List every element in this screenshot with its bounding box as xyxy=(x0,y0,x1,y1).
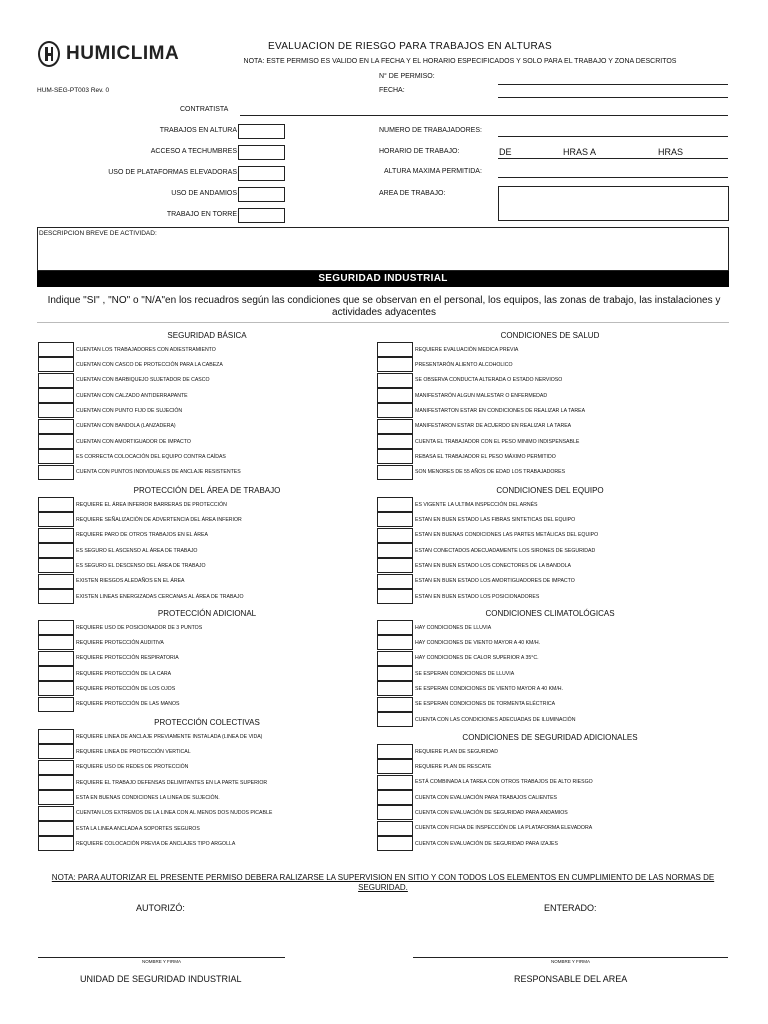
checklist-answer-box[interactable] xyxy=(38,558,74,573)
checklist-answer-box[interactable] xyxy=(377,388,413,403)
date-field[interactable] xyxy=(498,97,728,98)
checklist-answer-box[interactable] xyxy=(377,712,413,727)
work-type-checkbox[interactable] xyxy=(238,166,285,181)
checklist-answer-box[interactable] xyxy=(377,449,413,464)
checklist-item-label: MANIFESTARON ESTAR DE ACUERDO EN REALIZAR LA TAREA xyxy=(415,423,572,430)
checklist-row xyxy=(38,357,223,372)
workers-field[interactable] xyxy=(498,136,728,137)
informed-label: ENTERADO: xyxy=(544,903,597,913)
checklist-item-label: ES VIGENTE LA ULTIMA INSPECCIÓN DEL ARNÉS xyxy=(415,501,538,508)
checklist-row xyxy=(38,790,220,805)
checklist-answer-box[interactable] xyxy=(38,744,74,759)
checklist-answer-box[interactable] xyxy=(38,836,74,851)
checklist-item-label: CUENTAN CON BANDOLA (LANZADERA) xyxy=(76,423,176,430)
checklist-answer-box[interactable] xyxy=(38,574,74,589)
section-title: CONDICIONES CLIMATOLÓGICAS xyxy=(485,609,615,618)
checklist-row xyxy=(377,836,558,851)
checklist-answer-box[interactable] xyxy=(38,373,74,388)
signature-line-right[interactable] xyxy=(413,957,728,958)
checklist-row xyxy=(377,449,556,464)
checklist-row xyxy=(377,589,539,604)
checklist-row xyxy=(377,666,514,681)
checklist-item-label: CUENTAN CON PUNTO FIJO DE SUJECIÓN xyxy=(76,407,183,414)
checklist-row xyxy=(377,558,571,573)
checklist-item-label: HAY CONDICIONES DE VIENTO MAYOR A 40 KM/H. xyxy=(415,639,541,646)
checklist-item-label: HAY CONDICIONES DE LLUVIA xyxy=(415,624,492,631)
checklist-item-label: MANIFESTARTON ESTAR EN CONDICIONES DE REALIZAR LA TAREA xyxy=(415,407,586,414)
form-title: EVALUACION DE RIESGO PARA TRABAJOS EN ALTURAS xyxy=(268,41,552,52)
authorized-label: AUTORIZÓ: xyxy=(136,903,185,913)
checklist-row xyxy=(38,465,241,480)
checklist-row xyxy=(377,543,595,558)
checklist-item-label: REQUIERE PROTECCIÓN DE LAS MANOS xyxy=(76,701,180,708)
checklist-answer-box[interactable] xyxy=(377,681,413,696)
checklist-row xyxy=(38,528,208,543)
work-type-label: TRABAJO EN TORRE xyxy=(166,211,237,218)
checklist-item-label: REQUIERE COLOCACIÓN PREVIA DE ANCLAJES TIPO ARGOLLA xyxy=(76,840,236,847)
checklist-item-label: REQUIERE PLAN DE SEGURIDAD xyxy=(415,748,499,755)
checklist-answer-box[interactable] xyxy=(38,729,74,744)
work-type-label: USO DE PLATAFORMAS ELEVADORAS xyxy=(108,169,237,176)
work-area-label: AREA DE TRABAJO: xyxy=(379,190,446,197)
checklist-row xyxy=(38,760,188,775)
unit-right: RESPONSABLE DEL AREA xyxy=(514,974,628,984)
checklist-answer-box[interactable] xyxy=(38,403,74,418)
checklist-item-label: ESTA LA LINEA ANCLADA A SOPORTES SEGUROS xyxy=(76,825,200,832)
checklist-item-label: CUENTAN LOS TRABAJADORES CON ADIESTRAMIENTO xyxy=(76,346,216,353)
checklist-answer-box[interactable] xyxy=(38,589,74,604)
checklist-row xyxy=(377,775,593,790)
work-type-checkbox[interactable] xyxy=(238,145,285,160)
checklist-answer-box[interactable] xyxy=(38,635,74,650)
checklist-item-label: ESTAN CONECTADOS ADECUADAMENTE LOS SIRONES DE SEGURIDAD xyxy=(415,547,596,554)
checklist-item-label: REQUIERE PROTECCIÓN DE LA CARA xyxy=(76,670,172,677)
workers-label: NUMERO DE TRABAJADORES: xyxy=(379,127,482,134)
checklist-answer-box[interactable] xyxy=(38,697,74,712)
checklist-item-label: REQUIERE LINEA DE ANCLAJE PREVIAMENTE INSTALADA (LINEA DE VIDA) xyxy=(76,733,263,740)
checklist-row xyxy=(38,497,227,512)
name-sign-left: NOMBRE Y FIRMA xyxy=(141,959,182,964)
checklist-row xyxy=(38,651,179,666)
checklist-item-label: REBASA EL TRABAJADOR EL PESO MÁXIMO PERMITIDO xyxy=(415,453,556,460)
checklist-row xyxy=(38,403,182,418)
checklist-item-label: CUENTA CON PUNTOS INDIVIDUALES DE ANCLAJE RESISTENTES xyxy=(76,469,241,476)
checklist-item-label: CUENTA CON LAS CONDICIONES ADECUADAS DE ILUMINACIÓN xyxy=(415,716,576,723)
checklist-row xyxy=(38,342,216,357)
name-sign-right: NOMBRE Y FIRMA xyxy=(550,959,591,964)
checklist-row xyxy=(377,465,565,480)
checklist-row xyxy=(377,805,568,820)
checklist-answer-box[interactable] xyxy=(377,635,413,650)
checklist-item-label: CUENTAN CON BARBIQUEJO SUJETADOR DE CASCO xyxy=(76,377,210,384)
checklist-answer-box[interactable] xyxy=(38,434,74,449)
checklist-answer-box[interactable] xyxy=(38,388,74,403)
checklist-answer-box[interactable] xyxy=(377,574,413,589)
checklist-answer-box[interactable] xyxy=(377,465,413,480)
checklist-answer-box[interactable] xyxy=(377,497,413,512)
work-type-checkbox[interactable] xyxy=(238,208,285,223)
company-logo xyxy=(38,40,179,68)
checklist-item-label: REQUIERE USO DE POSICIONADOR DE 3 PUNTOS xyxy=(76,624,203,631)
checklist-answer-box[interactable] xyxy=(38,528,74,543)
logo-text: HUMICLIMA xyxy=(66,43,180,64)
description-label: DESCRIPCION BREVE DE ACTIVIDAD: xyxy=(39,230,157,237)
checklist-answer-box[interactable] xyxy=(38,821,74,836)
section-title: SEGURIDAD BÁSICA xyxy=(167,331,247,340)
max-height-label: ALTURA MAXIMA PERMITIDA: xyxy=(384,168,482,175)
checklist-row xyxy=(377,759,491,774)
checklist-answer-box[interactable] xyxy=(377,759,413,774)
checklist-answer-box[interactable] xyxy=(38,357,74,372)
checklist-row xyxy=(38,697,179,712)
section-banner: SEGURIDAD INDUSTRIAL xyxy=(37,271,729,287)
checklist-answer-box[interactable] xyxy=(377,373,413,388)
checklist-row xyxy=(377,357,513,372)
schedule-field[interactable] xyxy=(498,158,728,159)
checklist-answer-box[interactable] xyxy=(377,744,413,759)
permit-number-field[interactable] xyxy=(498,84,728,85)
checklist-answer-box[interactable] xyxy=(38,543,74,558)
section-title: PROTECCIÓN DEL ÁREA DE TRABAJO xyxy=(133,486,281,495)
section-title: CONDICIONES DE SEGURIDAD ADICIONALES xyxy=(462,733,638,742)
checklist-answer-box[interactable] xyxy=(38,465,74,480)
checklist-item-label: SE ESPERAN CONDICIONES DE TORMENTA ELÉCTRICA xyxy=(415,701,556,708)
checklist-answer-box[interactable] xyxy=(377,790,413,805)
contractor-label: CONTRATISTA xyxy=(180,106,229,113)
checklist-row xyxy=(377,681,563,696)
checklist-item-label: CUENTA CON EVALUACIÓN PARA TRABAJOS CALIENTES xyxy=(415,794,558,801)
checklist-row xyxy=(38,419,176,434)
checklist-row xyxy=(38,543,197,558)
checklist-item-label: CUENTA CON FICHA DE INSPECCIÓN DE LA PLATAFORMA ELEVADORA xyxy=(415,825,593,832)
checklist-item-label: REQUIERE PROTECCIÓN AUDITIVA xyxy=(76,639,164,646)
checklist-answer-box[interactable] xyxy=(377,342,413,357)
checklist-row xyxy=(38,775,267,790)
authorization-note: NOTA: PARA AUTORIZAR EL PRESENTE PERMISO DEBERA RALIZARSE LA SUPERVISION EN SITIO Y CON TODOS LOS ELEMENTOS EN CUMPLIMIENTO DE LAS NORMAS DE SEGURIDAD. xyxy=(51,873,715,892)
checklist-item-label: ESTAN EN BUEN ESTADO LOS POSICIONADORES xyxy=(415,593,540,600)
date-label: FECHA: xyxy=(379,87,405,94)
checklist-item-label: ESTAN EN BUEN ESTADO LAS FIBRAS SINTETICAS DEL EQUIPO xyxy=(415,516,576,523)
checklist-answer-box[interactable] xyxy=(377,589,413,604)
checklist-item-label: REQUIERE PROTECCIÓN RESPIRATORIA xyxy=(76,655,179,662)
checklist-item-label: ES SEGURO EL ASCENSO AL ÁREA DE TRABAJO xyxy=(76,547,198,554)
checklist-answer-box[interactable] xyxy=(377,775,413,790)
checklist-answer-box[interactable] xyxy=(377,620,413,635)
checklist-item-label: MANIFESTARÓN ALGUN MALESTAR O ENFERMEDAD xyxy=(415,392,548,399)
schedule-de: DE xyxy=(499,147,512,157)
checklist-row xyxy=(377,620,491,635)
checklist-answer-box[interactable] xyxy=(377,357,413,372)
checklist-answer-box[interactable] xyxy=(38,651,74,666)
checklist-row xyxy=(38,666,171,681)
checklist-item-label: CUENTA CON EVALUACIÓN DE SEGURIDAD PARA IZAJES xyxy=(415,840,558,847)
checklist-row xyxy=(377,388,547,403)
checklist-answer-box[interactable] xyxy=(38,342,74,357)
checklist-row xyxy=(377,651,539,666)
checklist-answer-box[interactable] xyxy=(38,775,74,790)
checklist-row xyxy=(38,512,242,527)
checklist-row xyxy=(377,821,592,836)
checklist-item-label: EXISTEN RIESGOS ALEDAÑOS EN EL ÁREA xyxy=(76,578,185,585)
schedule-label: HORARIO DE TRABAJO: xyxy=(379,148,460,155)
checklist-answer-box[interactable] xyxy=(377,543,413,558)
contractor-field[interactable] xyxy=(240,115,728,116)
checklist-row xyxy=(38,574,185,589)
checklist-item-label: REQUIERE EVALUACIÓN MEDICA PREVIA xyxy=(415,346,519,353)
checklist-answer-box[interactable] xyxy=(38,449,74,464)
checklist-item-label: ESTAN EN BUEN ESTADO LOS AMORTIGUADORES DE IMPACTO xyxy=(415,578,575,585)
checklist-item-label: REQUIERE LINEA DE PROTECCIÓN VERTICAL xyxy=(76,748,191,755)
checklist-item-label: ES CORRECTA COLOCACIÓN DEL EQUIPO CONTRA CAÍDAS xyxy=(76,453,226,460)
checklist-row xyxy=(377,342,518,357)
work-type-label: USO DE ANDAMIOS xyxy=(171,190,237,197)
validity-note: NOTA: ESTE PERMISO ES VALIDO EN LA FECHA Y EL HORARIO ESPECIFICADOS Y SOLO PARA EL TRABAJO Y ZONA DESCRITOS xyxy=(243,58,677,65)
checklist-row xyxy=(377,744,498,759)
work-type-label: ACCESO A TECHUMBRES xyxy=(150,148,237,155)
document-code: HUM-SEG-PT003 Rev. 0 xyxy=(37,87,110,94)
checklist-item-label: REQUIERE EL ÁREA INFERIOR BARRERAS DE PROTECCIÓN xyxy=(76,501,227,508)
checklist-item-label: EXISTEN LINEAS ENERGIZADAS CERCANAS AL ÁREA DE TRABAJO xyxy=(76,593,244,600)
divider xyxy=(37,322,729,323)
checklist-row xyxy=(377,528,598,543)
checklist-item-label: ESTAN EN BUEN ESTADO LOS CONECTORES DE LA BANDOLA xyxy=(415,562,571,569)
checklist-row xyxy=(377,697,555,712)
checklist-answer-box[interactable] xyxy=(377,434,413,449)
schedule-hras-a: HRAS A xyxy=(563,147,597,157)
checklist-item-label: REQUIERE EL TRABAJO DEFENSAS DELIMITANTES EN LA PARTE SUPERIOR xyxy=(76,779,268,786)
checklist-row xyxy=(377,574,575,589)
checklist-row xyxy=(38,373,210,388)
checklist-answer-box[interactable] xyxy=(38,681,74,696)
instructions-text: Indique "SI" , "NO" o "N/A"en los recuadros según las condiciones que se observan en el personal, los equipos, las zonas de trabajo, las instalaciones y actividades adyacentes xyxy=(47,295,721,318)
section-title: PROTECCIÓN COLECTIVAS xyxy=(154,718,260,727)
checklist-row xyxy=(38,589,244,604)
checklist-answer-box[interactable] xyxy=(377,512,413,527)
checklist-item-label: CUENTAN LOS EXTREMOS DE LA LINEA CON AL MENOS DOS NUDOS PICABLE xyxy=(76,810,273,817)
checklist-row xyxy=(38,806,272,821)
schedule-hras: HRAS xyxy=(658,147,684,157)
checklist-item-label: ESTÁ COMBINADA LA TAREA CON OTROS TRABAJOS DE ALTO RIESGO xyxy=(415,779,593,786)
checklist-item-label: HAY CONDICIONES DE CALOR SUPERIOR A 35°C. xyxy=(415,655,539,662)
checklist-item-label: CUENTAN CON CASCO DE PROTECCIÓN PARA LA CABEZA xyxy=(76,361,223,368)
max-height-field[interactable] xyxy=(498,177,728,178)
checklist-item-label: CUENTA CON EVALUACIÓN DE SEGURIDAD PARA ANDAMIOS xyxy=(415,809,568,816)
checklist-item-label: PRESENTARÓN ALIENTO ALCOHOLICO xyxy=(415,361,513,368)
checklist-item-label: REQUIERE PARO DE OTROS TRABAJOS EN EL ÁREA xyxy=(76,532,208,539)
checklist-answer-box[interactable] xyxy=(38,806,74,821)
work-type-label: TRABAJOS EN ALTURA xyxy=(159,127,237,134)
checklist-answer-box[interactable] xyxy=(377,697,413,712)
checklist-answer-box[interactable] xyxy=(38,620,74,635)
checklist-item-label: SE ESPERAN CONDICIONES DE LLUVIA xyxy=(415,670,515,677)
signature-line-left[interactable] xyxy=(38,957,285,958)
checklist-item-label: ESTA EN BUENAS CONDICIONES LA LINEA DE SUJECIÓN. xyxy=(76,794,220,801)
checklist-row xyxy=(38,558,206,573)
checklist-row xyxy=(38,681,175,696)
checklist-answer-box[interactable] xyxy=(38,760,74,775)
checklist-answer-box[interactable] xyxy=(38,419,74,434)
checklist-row xyxy=(38,729,262,744)
checklist-row xyxy=(377,434,579,449)
permit-number-label: N° DE PERMISO: xyxy=(379,73,435,80)
checklist-row xyxy=(38,449,226,464)
checklist-row xyxy=(38,836,235,851)
checklist-row xyxy=(377,497,538,512)
checklist-row xyxy=(377,403,585,418)
section-title: CONDICIONES DE SALUD xyxy=(500,331,600,340)
checklist-item-label: REQUIERE PLAN DE RESCATE xyxy=(415,763,492,770)
checklist-row xyxy=(38,744,191,759)
checklist-item-label: REQUIERE SEÑALIZACIÓN DE ADVERTENCIA DEL ÁREA INFERIOR xyxy=(76,516,242,523)
unit-left: UNIDAD DE SEGURIDAD INDUSTRIAL xyxy=(80,974,242,984)
checklist-item-label: CUENTAN CON AMORTIGUADOR DE IMPACTO xyxy=(76,438,191,445)
checklist-row xyxy=(38,821,200,836)
checklist-item-label: SE ESPERAN CONDICIONES DE VIENTO MAYOR A 40 KM/H. xyxy=(415,685,563,692)
checklist-answer-box[interactable] xyxy=(377,805,413,820)
checklist-row xyxy=(377,712,575,727)
work-type-checkbox[interactable] xyxy=(238,124,285,139)
checklist-row xyxy=(377,635,540,650)
checklist-answer-box[interactable] xyxy=(38,790,74,805)
checklist-item-label: ESTAN EN BUENAS CONDICIONES LAS PARTES METÁLICAS DEL EQUIPO xyxy=(415,532,599,539)
work-type-checkbox[interactable] xyxy=(238,187,285,202)
checklist-answer-box[interactable] xyxy=(38,512,74,527)
checklist-row xyxy=(38,620,202,635)
checklist-answer-box[interactable] xyxy=(377,836,413,851)
activity-description-field[interactable] xyxy=(37,227,729,271)
checklist-item-label: REQUIERE PROTECCIÓN DE LOS OJOS xyxy=(76,685,176,692)
checklist-row xyxy=(377,419,571,434)
humiclima-logo-icon xyxy=(38,41,60,67)
checklist-answer-box[interactable] xyxy=(377,419,413,434)
checklist-row xyxy=(377,373,562,388)
work-area-field[interactable] xyxy=(498,186,729,221)
checklist-row xyxy=(377,790,557,805)
checklist-answer-box[interactable] xyxy=(377,528,413,543)
checklist-item-label: ES SEGURO EL DESCENSO DEL ÁREA DE TRABAJO xyxy=(76,562,206,569)
checklist-row xyxy=(38,434,191,449)
checklist-item-label: CUENTAN CON CALZADO ANTIDERRAPANTE xyxy=(76,392,188,399)
checklist-answer-box[interactable] xyxy=(377,403,413,418)
section-title: CONDICIONES DEL EQUIPO xyxy=(496,486,604,495)
checklist-item-label: SE OBSERVA CONDUCTA ALTERADA O ESTADO NERVIOSO xyxy=(415,377,563,384)
checklist-answer-box[interactable] xyxy=(38,666,74,681)
checklist-item-label: REQUIERE USO DE REDES DE PROTECCIÓN xyxy=(76,764,189,771)
section-title: PROTECCIÓN ADICIONAL xyxy=(157,609,257,618)
checklist-answer-box[interactable] xyxy=(377,821,413,836)
checklist-answer-box[interactable] xyxy=(377,558,413,573)
checklist-row xyxy=(38,635,164,650)
checklist-row xyxy=(38,388,188,403)
checklist-item-label: CUENTA EL TRABAJADOR CON EL PESO MINIMO INDISPENSABLE xyxy=(415,438,580,445)
checklist-answer-box[interactable] xyxy=(377,666,413,681)
checklist-row xyxy=(377,512,575,527)
checklist-item-label: SON MENORES DE 55 AÑOS DE EDAD LOS TRABAJADORES xyxy=(415,469,566,476)
checklist-answer-box[interactable] xyxy=(38,497,74,512)
checklist-answer-box[interactable] xyxy=(377,651,413,666)
